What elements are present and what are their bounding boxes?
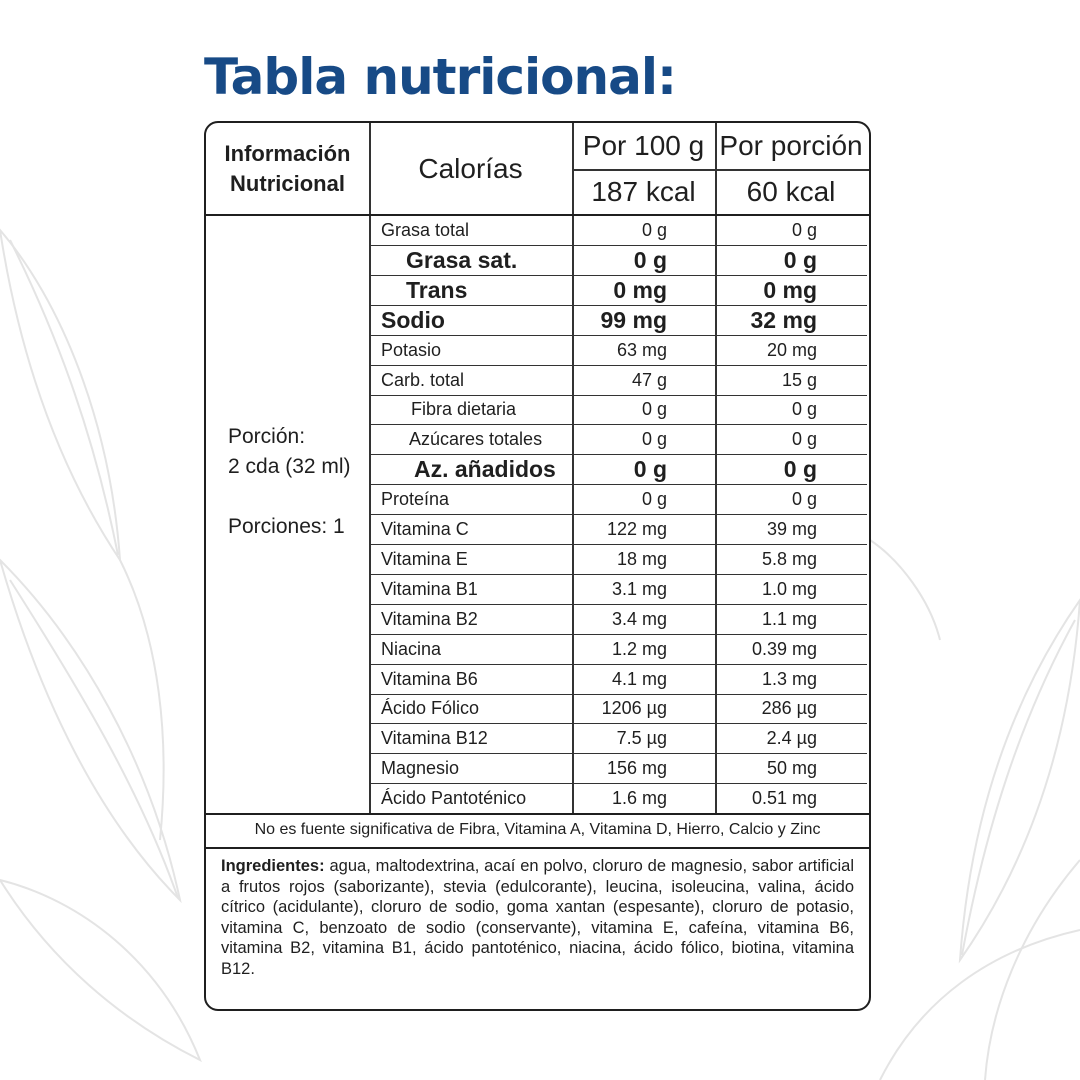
nutrient-label: Vitamina B12 bbox=[381, 728, 488, 749]
nutrient-label: Grasa total bbox=[381, 220, 470, 240]
value-per-portion: 20 mg bbox=[766, 339, 817, 360]
value-per-portion: 1.0 mg bbox=[761, 578, 817, 599]
value-per-portion: 50 mg bbox=[766, 758, 817, 779]
value-per-100g: 63 mg bbox=[616, 339, 667, 360]
ingredients-heading: Ingredientes: bbox=[221, 857, 325, 875]
nutrient-label: Vitamina C bbox=[381, 519, 469, 539]
value-per-portion: 0.39 mg bbox=[751, 638, 817, 659]
table-row bbox=[369, 634, 867, 665]
grid-line bbox=[206, 847, 869, 849]
nutrient-label: Carb. total bbox=[381, 369, 465, 390]
per100-kcal: 187 kcal bbox=[591, 176, 696, 207]
table-row bbox=[369, 544, 867, 575]
value-per-100g: 122 mg bbox=[606, 519, 667, 539]
nutrient-label: Proteína bbox=[381, 489, 450, 510]
nutrient-label: Vitamina B6 bbox=[381, 668, 478, 689]
perportion-kcal: 60 kcal bbox=[746, 176, 836, 207]
value-per-100g: 47 g bbox=[631, 369, 667, 390]
value-per-100g: 1.6 mg bbox=[611, 788, 667, 809]
table-row bbox=[369, 574, 867, 605]
nutrient-label: Grasa sat. bbox=[406, 246, 518, 273]
table-row bbox=[369, 365, 867, 396]
value-per-portion: 0 g bbox=[791, 489, 817, 510]
nutrient-label: Vitamina B1 bbox=[381, 578, 478, 599]
portion-label: Porción: bbox=[228, 425, 306, 448]
value-per-100g: 0 g bbox=[641, 220, 667, 240]
table-row bbox=[369, 753, 867, 784]
value-per-100g: 0 g bbox=[641, 489, 667, 510]
value-per-portion: 2.4 µg bbox=[766, 728, 817, 749]
ingredients-text: agua, maltodextrina, acaí en polvo, cloruro de magnesio, sabor artificial a frutos rojos (saborizante), stevia (edulcorante), leucina, isoleucina, valina, ácido cítrico (acidulante), cloruro de sodio, goma xantan (espesante), cloruro de potasio, vitamina C, benzoato de sodio (conservante), vitamina E, cafeína, vitamina B6, vitamina B2, vitamina B1, ácido pantoténico, niacina, ácido fólico, biotina, vitamina B12. bbox=[221, 857, 854, 978]
value-per-100g: 99 mg bbox=[600, 306, 667, 333]
nutrient-label: Magnesio bbox=[381, 758, 460, 779]
value-per-portion: 0.51 mg bbox=[751, 788, 817, 809]
value-per-100g: 0 g bbox=[633, 456, 667, 483]
value-per-100g: 1206 µg bbox=[601, 698, 667, 719]
value-per-portion: 0 g bbox=[783, 456, 817, 483]
grid-line bbox=[369, 123, 371, 813]
grid-line bbox=[572, 169, 869, 171]
value-per-portion: 0 g bbox=[783, 246, 817, 273]
value-per-100g: 3.1 mg bbox=[611, 578, 667, 599]
value-per-100g: 0 g bbox=[633, 246, 667, 273]
table-row bbox=[369, 783, 867, 813]
value-per-portion: 39 mg bbox=[766, 519, 817, 539]
value-per-portion: 0 g bbox=[791, 220, 817, 240]
table-row bbox=[369, 394, 867, 425]
value-per-portion: 0 g bbox=[791, 429, 817, 450]
info-header bbox=[206, 123, 369, 215]
value-per-portion: 0 g bbox=[791, 399, 817, 420]
footnote: No es fuente significativa de Fibra, Vitamina A, Vitamina D, Hierro, Calcio y Zinc bbox=[254, 821, 821, 838]
ingredients-block bbox=[221, 856, 854, 979]
table-row bbox=[369, 305, 867, 336]
nutrient-label: Vitamina B2 bbox=[381, 608, 478, 629]
per100-header: Por 100 g bbox=[582, 130, 705, 161]
table-row bbox=[369, 484, 867, 515]
value-per-portion: 15 g bbox=[781, 369, 817, 390]
table-row bbox=[369, 723, 867, 754]
value-per-100g: 1.2 mg bbox=[611, 638, 667, 659]
nutrient-label: Sodio bbox=[381, 306, 445, 333]
nutrient-label: Azúcares totales bbox=[409, 429, 543, 450]
nutrient-label: Ácido Fólico bbox=[381, 698, 480, 719]
value-per-portion: 286 µg bbox=[761, 698, 817, 719]
table-row bbox=[369, 514, 867, 545]
value-per-100g: 7.5 µg bbox=[616, 728, 667, 749]
table-row bbox=[369, 693, 867, 724]
value-per-100g: 0 mg bbox=[613, 276, 667, 303]
value-per-100g: 18 mg bbox=[616, 548, 667, 569]
portion-size: 2 cda (32 ml) bbox=[228, 455, 351, 478]
nutrient-label: Az. añadidos bbox=[414, 456, 556, 483]
nutrient-label: Trans bbox=[406, 276, 468, 303]
portion-block bbox=[206, 215, 369, 813]
nutrient-label: Vitamina E bbox=[381, 548, 468, 569]
nutrient-label: Niacina bbox=[381, 638, 442, 659]
value-per-portion: 32 mg bbox=[750, 306, 817, 333]
value-per-portion: 1.1 mg bbox=[761, 608, 817, 629]
grid-line bbox=[206, 214, 869, 216]
table-row bbox=[369, 664, 867, 695]
value-per-100g: 3.4 mg bbox=[611, 608, 667, 629]
value-per-portion: 1.3 mg bbox=[761, 668, 817, 689]
value-per-100g: 156 mg bbox=[606, 758, 667, 779]
table-row bbox=[369, 215, 867, 246]
grid-line bbox=[715, 123, 717, 813]
value-per-100g: 4.1 mg bbox=[611, 668, 667, 689]
table-row bbox=[369, 424, 867, 455]
perportion-header: Por porción bbox=[719, 130, 863, 161]
nutrition-table bbox=[204, 121, 871, 1011]
table-row bbox=[369, 335, 867, 366]
value-per-portion: 5.8 mg bbox=[761, 548, 817, 569]
servings-count: Porciones: 1 bbox=[228, 515, 345, 538]
value-per-portion: 0 mg bbox=[763, 276, 817, 303]
page-title: Tabla nutricional: bbox=[204, 48, 676, 106]
grid-line bbox=[572, 123, 574, 813]
value-per-100g: 0 g bbox=[641, 429, 667, 450]
value-per-100g: 0 g bbox=[641, 399, 667, 420]
nutrient-label: Ácido Pantoténico bbox=[381, 788, 527, 809]
table-row bbox=[369, 604, 867, 635]
table-row bbox=[369, 275, 867, 306]
nutrient-label: Fibra dietaria bbox=[411, 399, 517, 420]
nutrient-label: Potasio bbox=[381, 339, 442, 360]
calories-header: Calorías bbox=[418, 153, 523, 184]
table-row bbox=[369, 454, 867, 485]
info-header-label: Información Nutricional bbox=[224, 141, 351, 196]
table-row bbox=[369, 245, 867, 276]
